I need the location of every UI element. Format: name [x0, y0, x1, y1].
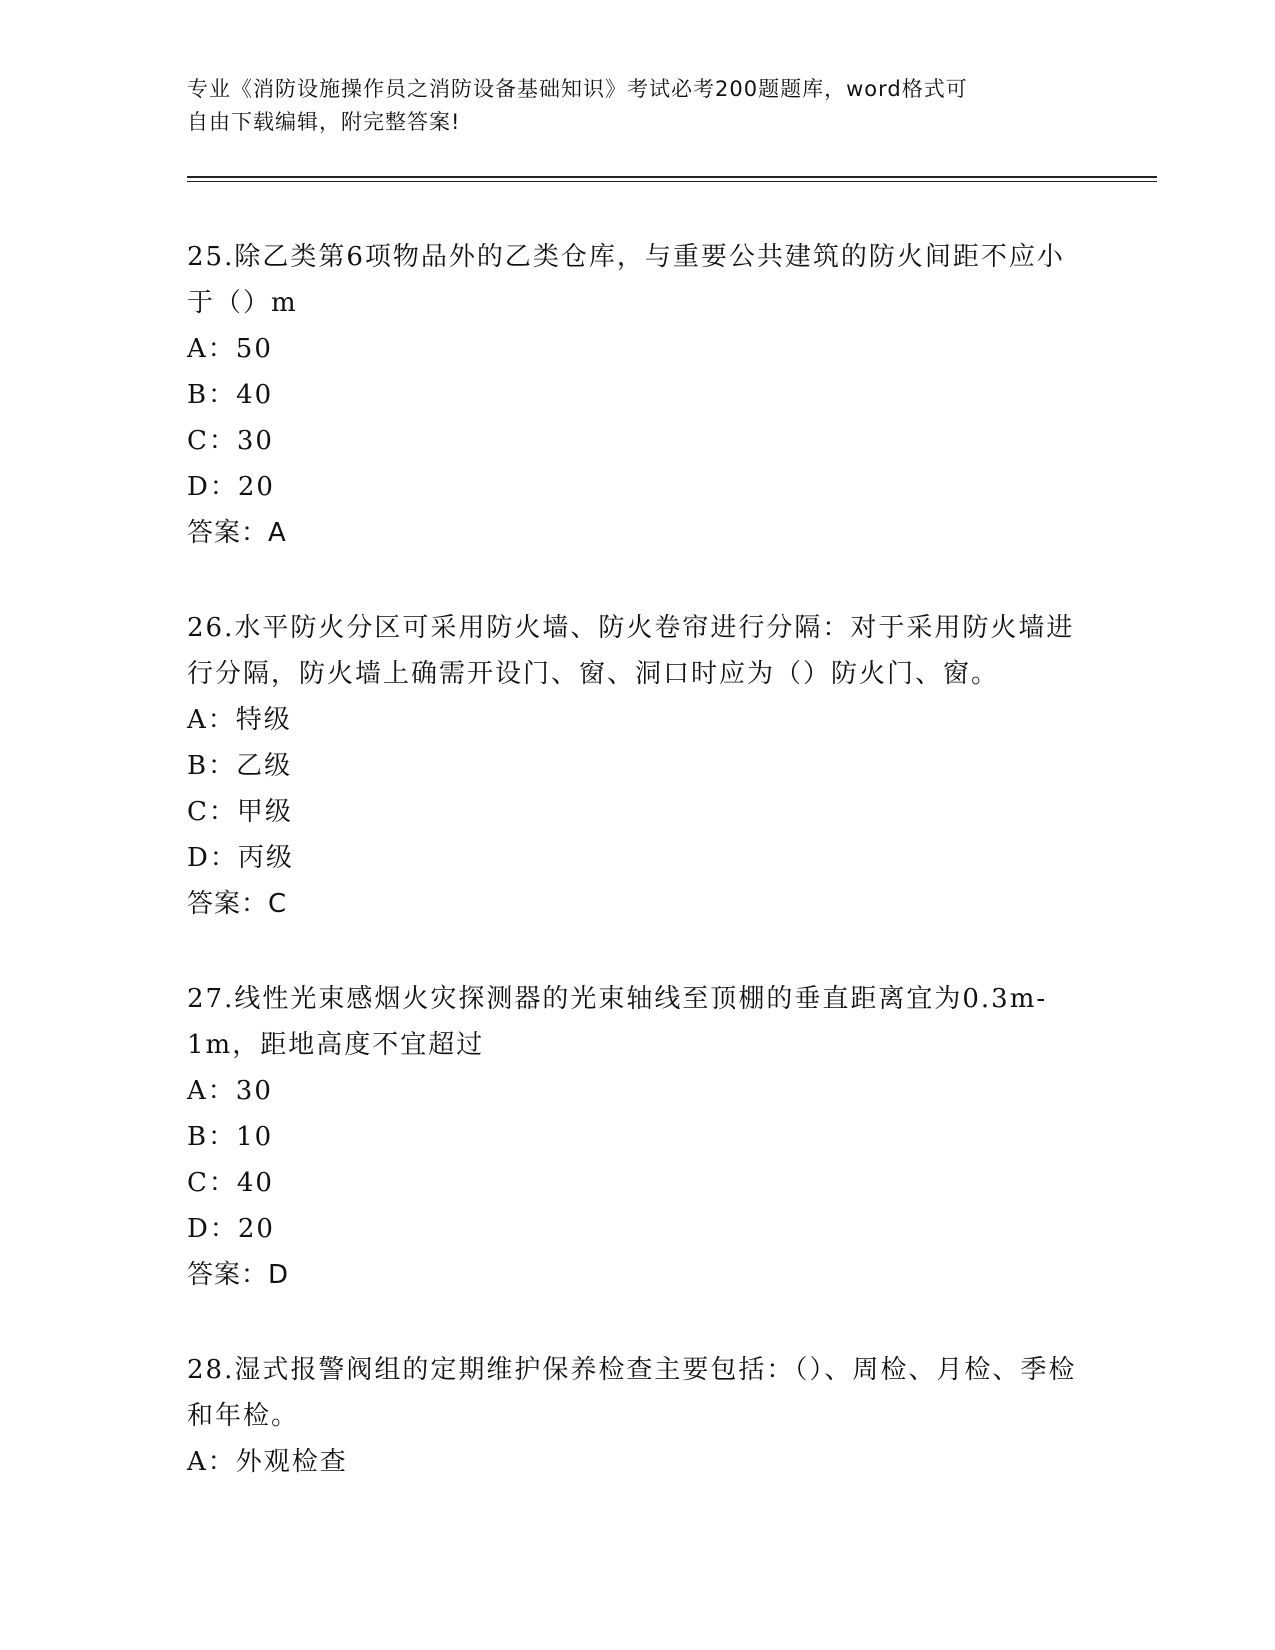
- header-line-1: 专业《消防设施操作员之消防设备基础知识》考试必考200题题库，word格式可: [187, 77, 968, 101]
- question-stem: 25.除乙类第6项物品外的乙类仓库，与重要公共建筑的防火间距不应小于（）m: [187, 242, 1065, 318]
- answer-line: 答案：C: [187, 889, 288, 919]
- question-28: [187, 1347, 1087, 1485]
- option-d: D：20: [187, 472, 275, 502]
- option-c: C：40: [187, 1168, 274, 1198]
- option-a: A：外观检查: [187, 1447, 348, 1477]
- option-d: D：丙级: [187, 843, 294, 873]
- question-stem: 28.湿式报警阀组的定期维护保养检查主要包括：（）、周检、月检、季检和年检。: [187, 1355, 1077, 1431]
- answer-line: 答案：D: [187, 1260, 290, 1290]
- answer-line: 答案：A: [187, 518, 287, 548]
- option-b: B：40: [187, 380, 274, 410]
- option-c: C：30: [187, 426, 274, 456]
- option-a: A：30: [187, 1076, 273, 1106]
- option-a: A：特级: [187, 705, 292, 735]
- header-line-2: 自由下载编辑，附完整答案!: [187, 110, 461, 134]
- header-divider: [187, 176, 1157, 182]
- question-27: [187, 976, 1087, 1298]
- option-d: D：20: [187, 1214, 275, 1244]
- question-stem: 27.线性光束感烟火灾探测器的光束轴线至顶棚的垂直距离宜为0.3m-1m，距地高度不宜超过: [187, 984, 1048, 1060]
- option-b: B：乙级: [187, 751, 293, 781]
- question-list: [187, 234, 1087, 1534]
- question-25: [187, 234, 1087, 556]
- document-header: [187, 73, 1067, 139]
- question-26: [187, 605, 1087, 927]
- question-stem: 26.水平防火分区可采用防火墙、防火卷帘进行分隔：对于采用防火墙进行分隔，防火墙上确需开设门、窗、洞口时应为（）防火门、窗。: [187, 613, 1075, 689]
- option-a: A：50: [187, 334, 273, 364]
- option-b: B：10: [187, 1122, 274, 1152]
- option-c: C：甲级: [187, 797, 293, 827]
